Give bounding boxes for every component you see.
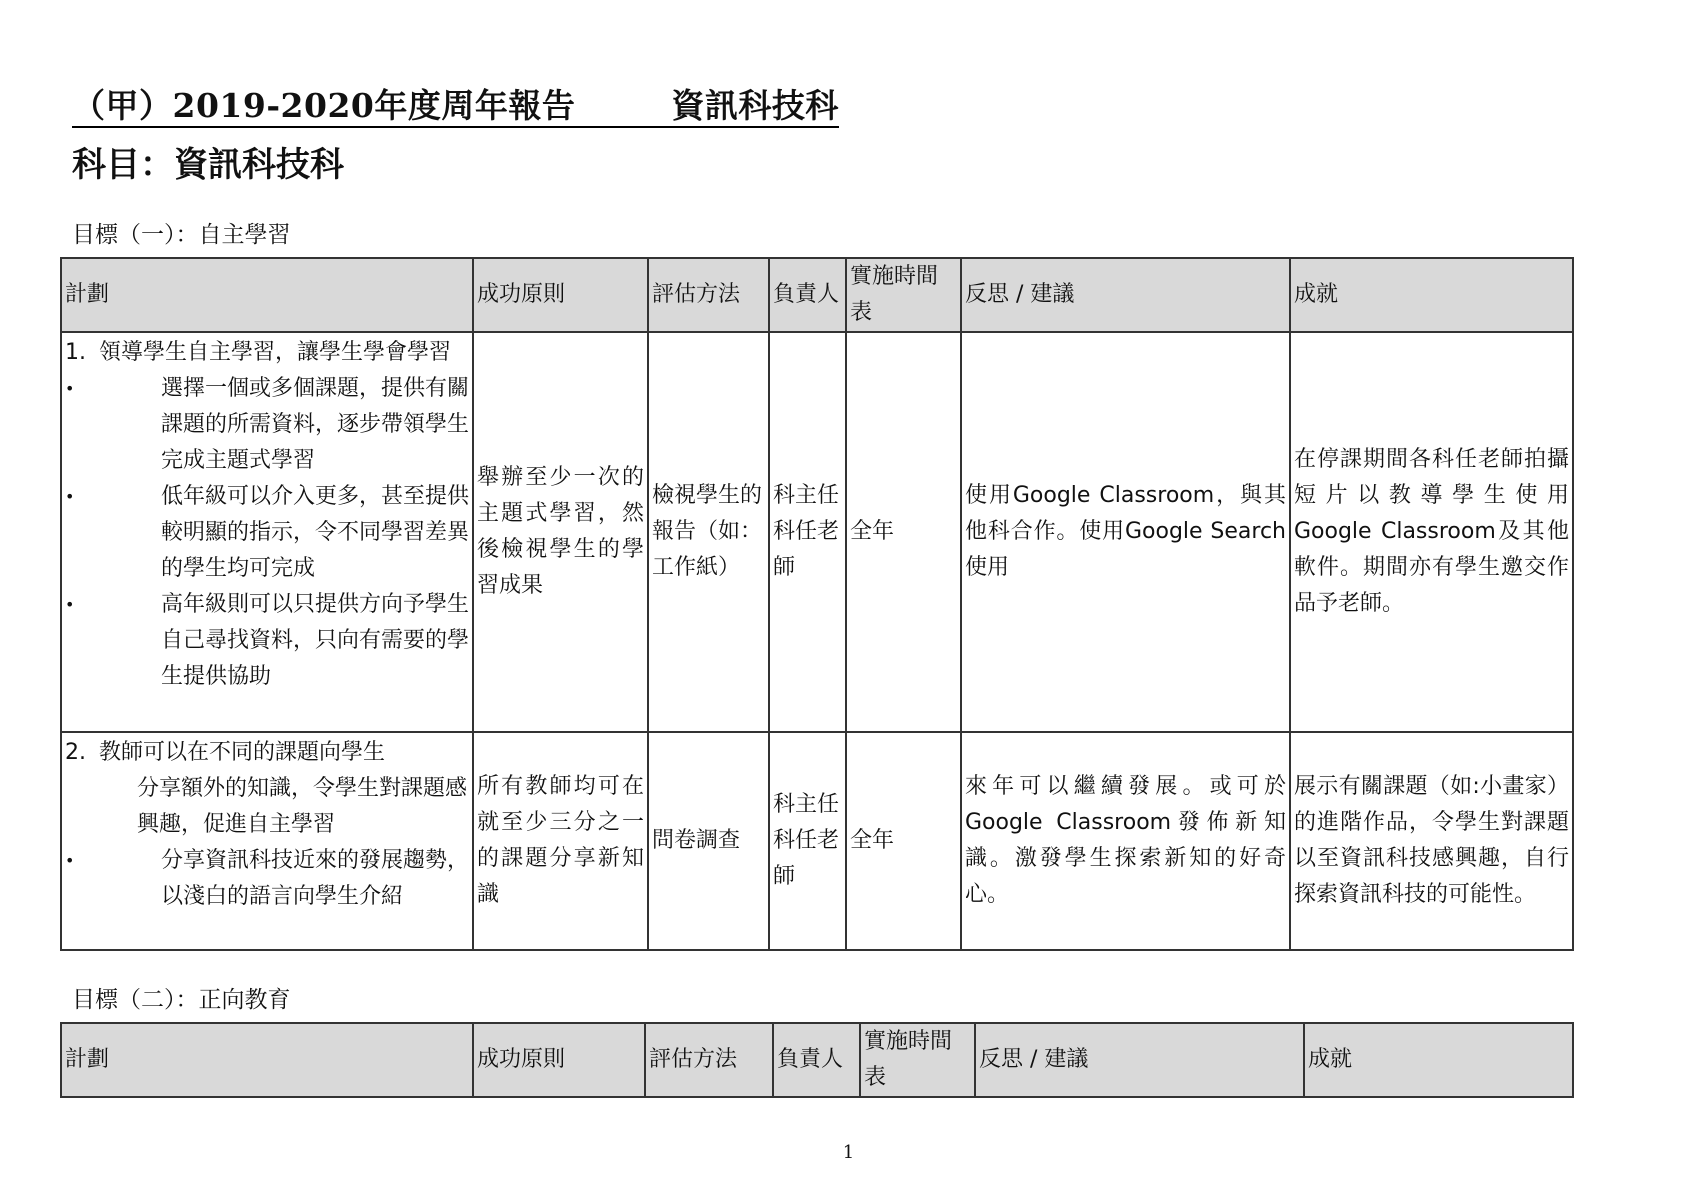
plan-number: 2. xyxy=(65,740,86,765)
plan-subtitle: 分享額外的知識，令學生對課題感興趣，促進自主學習 xyxy=(137,776,468,837)
plan-title: 教師可以在不同的課題向學生 xyxy=(99,740,386,765)
plan-heading xyxy=(65,335,469,371)
report-title xyxy=(72,86,839,128)
schedule-cell: 全年 xyxy=(846,732,961,950)
plan-bullet: • 低年級可以介入更多，甚至提供較明顯的指示，令不同學習差異的學生均可完成 xyxy=(65,479,469,587)
header-criteria: 成功原則 xyxy=(473,258,648,332)
header-criteria: 成功原則 xyxy=(473,1023,645,1097)
table-row xyxy=(61,332,1573,732)
header-plan: 計劃 xyxy=(61,258,473,332)
subject-heading: 科目：資訊科技科 xyxy=(72,145,344,185)
plan-bullet: • 分享資訊科技近來的發展趨勢，以淺白的語言向學生介紹 xyxy=(65,843,469,915)
page-number: 1 xyxy=(842,1142,855,1163)
person-cell: 科主任科任老師 xyxy=(769,732,846,950)
header-reflection: 反思 / 建議 xyxy=(961,258,1290,332)
table-header-row xyxy=(61,1023,1573,1097)
reflection-cell: 來年可以繼續發展。或可於Google Classroom發佈新知識。激發學生探索新知的好奇心。 xyxy=(961,732,1290,950)
header-evaluation: 評估方法 xyxy=(645,1023,773,1097)
header-schedule: 實施時間表 xyxy=(846,258,961,332)
evaluation-cell: 檢視學生的報告（如：工作紙） xyxy=(648,332,769,732)
header-plan: 計劃 xyxy=(61,1023,473,1097)
header-reflection: 反思 / 建議 xyxy=(975,1023,1304,1097)
goal-2-table xyxy=(60,1022,1574,1098)
header-achievement: 成就 xyxy=(1290,258,1573,332)
criteria-cell: 所有教師均可在就至少三分之一的課題分享新知識 xyxy=(473,732,648,950)
reflection-cell: 使用Google Classroom，與其他科合作。使用Google Search使用 xyxy=(961,332,1290,732)
achievement-cell: 在停課期間各科任老師拍攝短片以教導學生使用Google Classroom及其他軟件。期間亦有學生邀交作品予老師。 xyxy=(1290,332,1573,732)
table-row xyxy=(61,732,1573,950)
plan-title: 領導學生自主學習，讓學生學會學習 xyxy=(99,340,452,365)
plan-bullet: • 選擇一個或多個課題，提供有關課題的所需資料，逐步帶領學生完成主題式學習 xyxy=(65,371,469,479)
header-schedule: 實施時間表 xyxy=(860,1023,975,1097)
report-title-main: （甲）2019-2020年度周年報告 xyxy=(72,86,576,125)
goal-1-heading: 目標（一）：自主學習 xyxy=(72,222,291,248)
goal-1-table xyxy=(60,257,1574,951)
table-header-row xyxy=(61,258,1573,332)
plan-cell xyxy=(61,732,473,950)
plan-cell xyxy=(61,332,473,732)
header-person: 負責人 xyxy=(773,1023,860,1097)
plan-number: 1. xyxy=(65,340,86,365)
schedule-cell: 全年 xyxy=(846,332,961,732)
plan-bullet: • 高年級則可以只提供方向予學生自己尋找資料，只向有需要的學生提供協助 xyxy=(65,587,469,695)
achievement-cell: 展示有關課題（如:小畫家）的進階作品，令學生對課題以至資訊科技感興趣，自行探索資訊科技的可能性。 xyxy=(1290,732,1573,950)
header-achievement: 成就 xyxy=(1304,1023,1573,1097)
criteria-cell: 舉辦至少一次的主題式學習，然後檢視學生的學習成果 xyxy=(473,332,648,732)
header-person: 負責人 xyxy=(769,258,846,332)
person-cell: 科主任科任老師 xyxy=(769,332,846,732)
goal-2-heading: 目標（二）：正向教育 xyxy=(72,987,291,1013)
report-title-subject: 資訊科技科 xyxy=(671,86,839,125)
evaluation-cell: 問卷調查 xyxy=(648,732,769,950)
header-evaluation: 評估方法 xyxy=(648,258,769,332)
plan-heading xyxy=(65,735,469,771)
